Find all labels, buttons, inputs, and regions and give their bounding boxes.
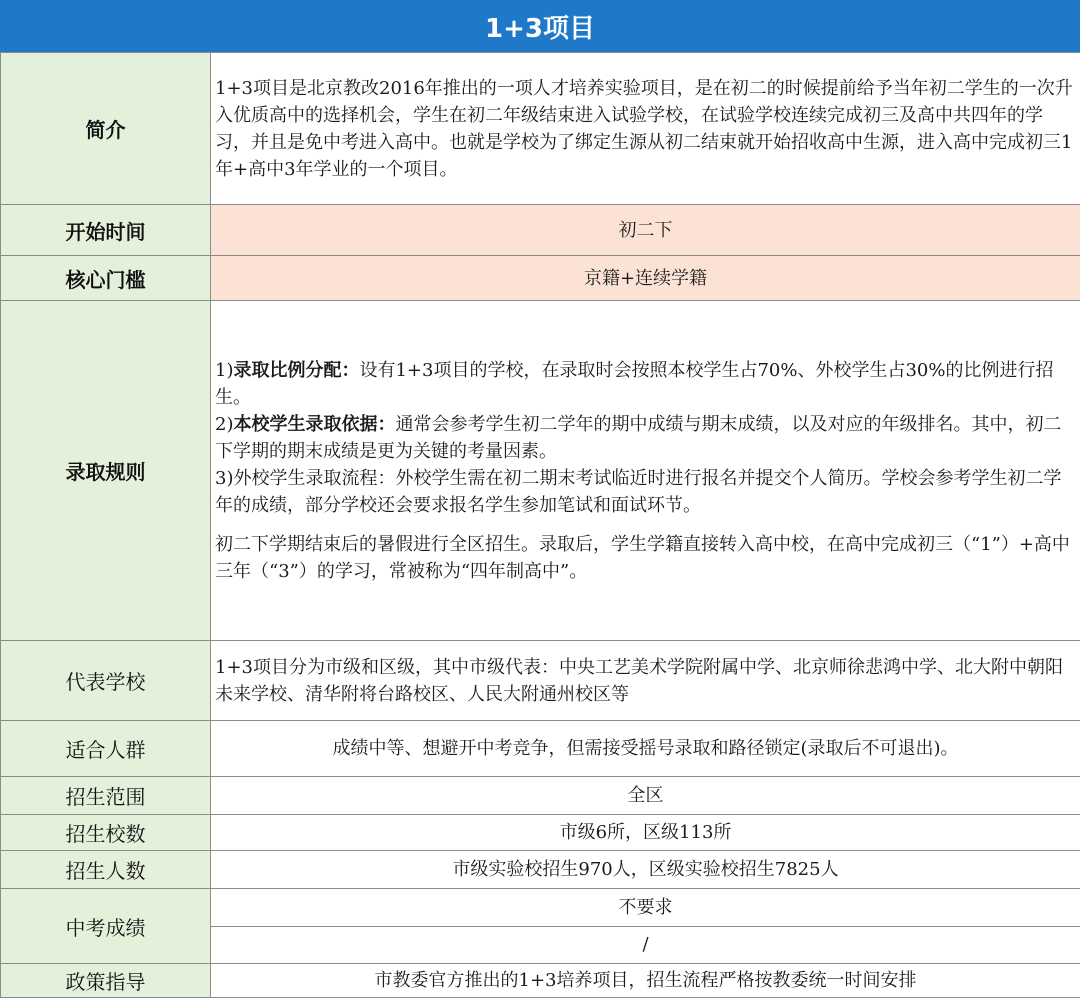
label-scope: 招生范围 — [1, 777, 211, 815]
label-schools: 代表学校 — [1, 641, 211, 721]
label-policy: 政策指导 — [1, 964, 211, 998]
exam-score-top: 不要求 — [211, 889, 1080, 927]
value-policy: 市教委官方推出的1+3培养项目，招生流程严格按教委统一时间安排 — [211, 964, 1080, 998]
row-scope — [1, 777, 1080, 815]
value-schools — [211, 641, 1080, 721]
label-admission-rules: 录取规则 — [1, 301, 211, 641]
rule-prefix: 3) — [215, 468, 233, 489]
rule-item — [215, 411, 1074, 465]
rule-prefix: 2) — [215, 414, 233, 435]
label-exam-score: 中考成绩 — [1, 889, 211, 964]
schools-text: 1+3项目分为市级和区级，其中市级代表：中央工艺美术学院附属中学、北京师徐悲鸿中学、北大附中朝阳未来学校、清华附将台路校区、人民大附通州校区等 — [215, 654, 1074, 708]
spacer — [215, 519, 1074, 531]
label-suitable: 适合人群 — [1, 721, 211, 777]
rule-item — [215, 357, 1074, 411]
row-admission-rules — [1, 301, 1080, 641]
row-schools — [1, 641, 1080, 721]
row-school-count — [1, 815, 1080, 851]
row-exam-score — [1, 889, 1080, 964]
rule-text: 设有1+3项目的学校，在录取时会按照本校学生占70%、外校学生占30%的比例进行招生。 — [215, 360, 1053, 408]
row-start-time — [1, 205, 1080, 256]
label-school-count: 招生校数 — [1, 815, 211, 851]
rule-prefix: 1) — [215, 360, 233, 381]
value-enrollment: 市级实验校招生970人，区级实验校招生7825人 — [211, 851, 1080, 889]
page-title: 1+3项目 — [0, 0, 1080, 53]
value-admission-rules — [211, 301, 1080, 641]
rule-title: 录取比例分配： — [233, 360, 359, 381]
intro-text: 1+3项目是北京教改2016年推出的一项人才培养实验项目，是在初二的时候提前给予当年初二学生的一次升入优质高中的选择机会，学生在初二年级结束进入试验学校，在试验学校连续完成初三及高中共四年的学习，并且是免中考进入高中。也就是学校为了绑定生源从初二结束就开始招收高中生源，进入高中完成初三1年+高中3年学业的一个项目。 — [215, 75, 1074, 183]
rule-text: 外校学生录取流程：外校学生需在初二期末考试临近时进行报名并提交个人简历。学校会参考学生初二学年的成绩，部分学校还会要求报名学生参加笔试和面试环节。 — [215, 468, 1061, 516]
value-exam-score — [211, 889, 1080, 964]
info-table — [0, 52, 1080, 998]
value-scope: 全区 — [211, 777, 1080, 815]
row-threshold — [1, 256, 1080, 301]
row-intro — [1, 53, 1080, 205]
row-enrollment — [1, 851, 1080, 889]
label-start-time: 开始时间 — [1, 205, 211, 256]
rule-item — [215, 465, 1074, 519]
value-threshold: 京籍+连续学籍 — [211, 256, 1080, 301]
label-intro: 简介 — [1, 53, 211, 205]
label-threshold: 核心门槛 — [1, 256, 211, 301]
label-enrollment: 招生人数 — [1, 851, 211, 889]
row-suitable — [1, 721, 1080, 777]
value-start-time: 初二下 — [211, 205, 1080, 256]
value-school-count: 市级6所，区级113所 — [211, 815, 1080, 851]
rule-summary: 初二下学期结束后的暑假进行全区招生。录取后，学生学籍直接转入高中校，在高中完成初三（“1”）+高中三年（“3”）的学习，常被称为“四年制高中”。 — [215, 531, 1074, 585]
row-policy — [1, 964, 1080, 998]
rule-text: 通常会参考学生初二学年的期中成绩与期末成绩，以及对应的年级排名。其中，初二下学期的期末成绩是更为关键的考量因素。 — [215, 414, 1061, 462]
rule-title: 本校学生录取依据： — [233, 414, 395, 435]
value-intro — [211, 53, 1080, 205]
value-suitable: 成绩中等、想避开中考竞争，但需接受摇号录取和路径锁定(录取后不可退出)。 — [211, 721, 1080, 777]
exam-score-bottom: / — [211, 927, 1080, 963]
